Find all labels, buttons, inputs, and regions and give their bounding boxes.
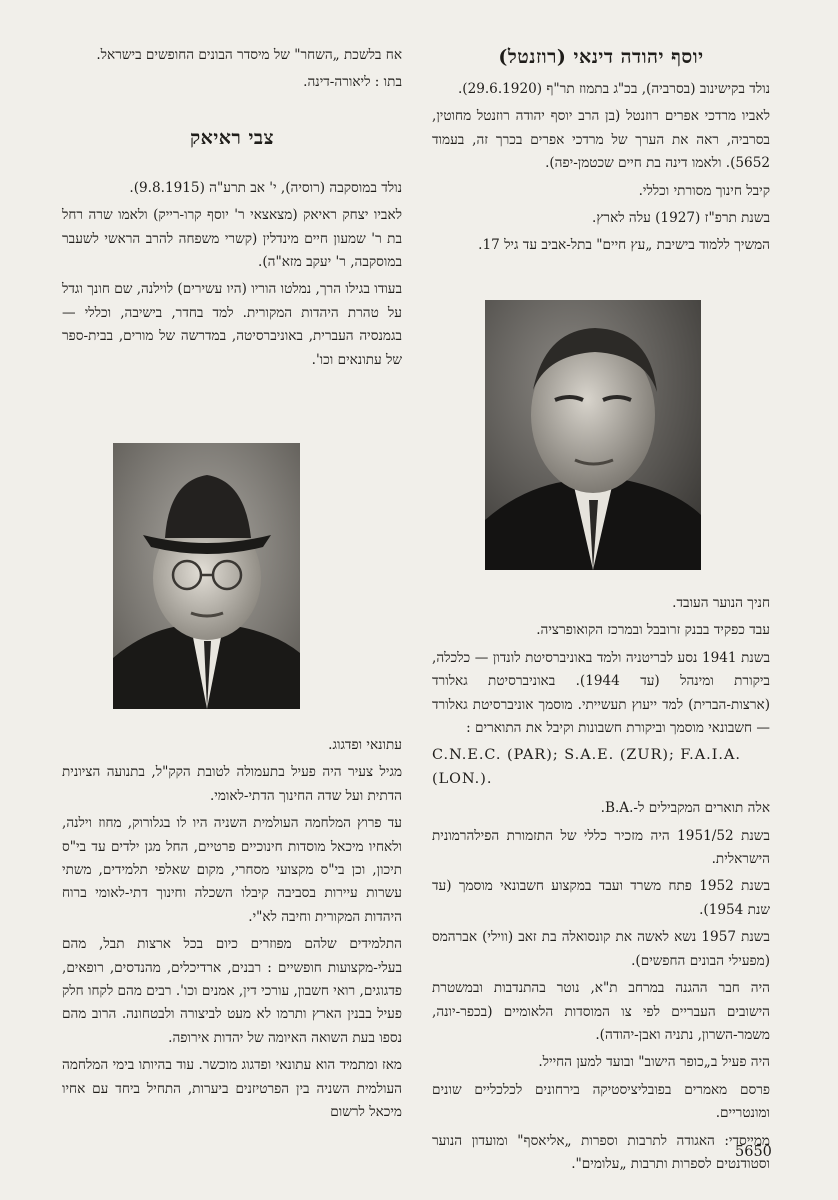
degrees-latin: C.N.E.C. (PAR); S.A.E. (ZUR); F.A.I.A. (LON.). [432,747,741,787]
paragraph: לאביו יצחק ראיאק (מצאצאי ר' יוסף קרו-רייק) ולאמו שרה רחל בת ר' שמעון חיים מינדלין (קשרי משפחה להרב הראשי לשעבר במוסקבה, ר' יעקב מזא"ה). [62,207,402,271]
paragraph: בשנת תרפ"ז (1927) עלה לארץ. [592,210,770,227]
portrait-photo-dinai [485,300,701,570]
portrait-photo-raiak [113,443,300,709]
paragraph: נולד במוסקבה (רוסיה), י' אב תרע"ה (9.8.1915). [129,179,402,196]
page-number: 5650 [735,1144,772,1160]
paragraph: בשנת 1957 נשא לאשה את קונסואלה בת זאב (ווילי) אברהמס (מפעילי הבונים החפשים). [432,929,770,969]
paragraph: חניך הנוער העובד. [672,595,770,611]
left-column-bottom [62,734,402,1129]
paragraph: בשנת 1951/52 היה מזכיר כללי של התזמורת הפילהרמונית הישראלית. [432,827,770,868]
paragraph: בשנת 1941 נסע לבריטניה ולמד באוניברסיטת לונדון — כלכלה, ביקורת ומינהל (עד 1944). באוניברסיטת גאלורד (ארצות-הברית) למד ייעוץ תעשייתי. מוסמך אוניברסיטת גאלורד — חשבונאי מוסמך וביקורת חשבונות וקיבל את התוארים : [432,649,770,737]
paragraph: לאביו מרדכי אפרים רוזנטל (בן הרב יוסף יהודה רוזנטל מחוטין, בסרביה, ראה את הערך של מרדכי אפרים בכרך זה, בעמוד 5652). ולאמו דינה בת חיים שכטמן-יפה). [432,108,770,172]
paragraph: היה פעיל ב„כופר הישוב" ובועד למען החייל. [538,1054,770,1071]
right-column-top [432,44,770,262]
paragraph: עד פרוץ המלחמה העולמית השניה היו לו בגלורוק, מחוז וילנה, ולאחיו מיכאל מוסדות חינוכיים פרטיים, החל מגן ילדים עד בי"ס תיכון, וכן בי"ס מקצועי מסחרי, מקום שאלפי תלמידים, משתי עשרות עיירות בסביבה קיבלו השכלה וחינוך דתי-לאומי ברוח היהדות המקורית וחיבה לא"י. [62,815,402,925]
paragraph: עתונאי ופדגוג. [328,737,402,753]
entry-title-raiak: צבי ראיאק [189,126,275,149]
paragraph: התלמידים שלהם מפוזרים כיום בכל ארצות תבל, מהם בעלי-מקצועות חופשיים : רבנים, ארדיכלים, מהנדסים, רופאים, פדגוגים, רואי חשבון, עורכי דין, אמנים וכו'. רבים מהם לקחו חלק פעיל בבנין הארץ ותרמו לא מעט לביצורה ולבטחונה. הרוב מהם נספו בעת השואה האיומה של יהדות אירופה. [62,936,402,1046]
paragraph: קיבל חינוך מסורתי וכללי. [638,182,770,199]
paragraph: נולד בקישינוב (בסרביה), בכ"ג בתמוז תר"ף (29.6.1920). [457,81,770,97]
paragraph: בשנת 1952 פתח משרד ועבד במקצוע חשבונאי מוסמך (עד שנת 1954). [432,878,770,918]
paragraph: בתו : ליאורה-דינה. [303,74,402,91]
paragraph: פרסם מאמרים בפובליציסטיקה בירחונים לכלכליים שונים ומונטריים. [432,1081,770,1122]
left-column-top [62,44,402,376]
paragraph: המשיך ללמוד בישיבת „עץ חיים" בתל-אביב עד גיל 17. [478,237,770,254]
paragraph: עבד כפקיד בבנק זרובבל ובמרכז הקואופרציה. [536,622,770,639]
paragraph: היה חבר ההגנה במרחב ת"א, נוטר בהתנדבות ובמשטרת הישובים העבריים לפי צו המוסדות הלאומיים (בכפר-יונה, משמר-השרון, נתניה ואבן-יהודה). [432,980,770,1043]
paragraph: אלה תוארים המקבילים ל-.B.A. [600,800,770,817]
right-column-bottom [432,592,770,1180]
entry-title-dinai: יוסף יהודה דינאי (רוזנטל) [498,46,704,68]
paragraph: ממייסדי: האגודה לתרבות וספרות „אליאסף" ומועדון הנוער וסטודנטים לספרות ותרבות „עלומים". [432,1132,770,1172]
paragraph: אח בלשכת „השחר" של מיסדר הבונים החופשים בישראל. [96,47,402,63]
paragraph: מאז ומתמיד הוא עתונאי ופדגוג מוכשר. עוד בהיותו בימי המלחמה העולמית השניה בין הפרטיזנים ביערות, התחיל ביחד עם אחיו מיכאל לרשום [62,1057,402,1121]
paragraph: בעודו בגילו הרך, נמלטו הוריו (היו עשירים) לוילנה, שם חונך וגדל על טהרת היהדות המקורית. למד בחדר, בישיבה, וכללי — בגמנסיה העברית, באוניברסיטה, במדרשה של מורים, בבית-ספר של עתונאים וכו'. [62,281,402,368]
paragraph: מגיל צעיר היה פעיל בתעמולה לטובת הקק"ל, בתנועה הציונית הדתית ועל שדה החינוך הדתי-לאומי. [62,764,402,804]
